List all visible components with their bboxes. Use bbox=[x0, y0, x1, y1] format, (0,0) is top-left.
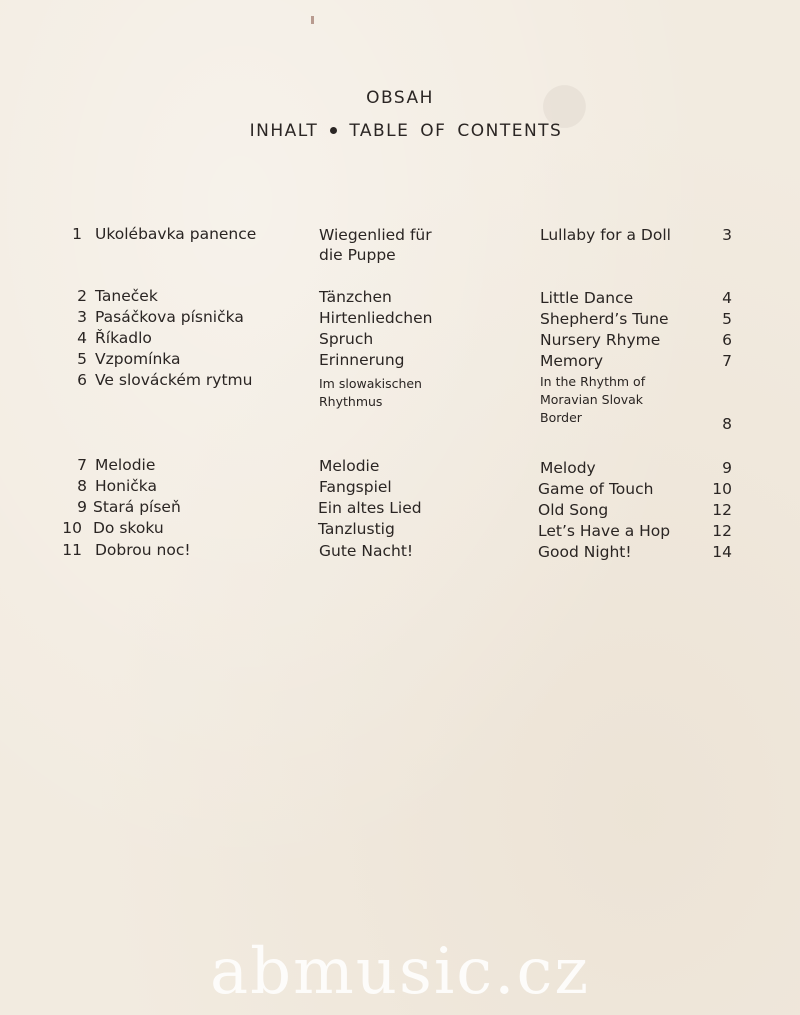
entry-title-german: Gute Nacht! bbox=[319, 542, 414, 560]
entry-number: 8 bbox=[77, 477, 87, 495]
bullet-icon bbox=[330, 127, 337, 134]
entry-title-czech: Stará píseň bbox=[93, 498, 181, 516]
entry-title-german: Melodie bbox=[319, 457, 380, 475]
subtitle-german: INHALT bbox=[249, 121, 319, 141]
ink-mark bbox=[311, 16, 314, 24]
entry-title-german: Tänzchen bbox=[319, 288, 392, 306]
entry-title-german-line2: Rhythmus bbox=[319, 394, 383, 409]
entry-title-czech: Pasáčkova písnička bbox=[95, 308, 244, 326]
entry-number: 7 bbox=[77, 456, 87, 474]
entry-number: 9 bbox=[77, 498, 87, 516]
entry-number: 11 bbox=[62, 541, 82, 559]
entry-page-number: 5 bbox=[722, 310, 732, 328]
entry-title-english: Nursery Rhyme bbox=[540, 331, 661, 349]
entry-title-czech: Dobrou noc! bbox=[95, 541, 191, 559]
entry-page-number: 7 bbox=[722, 352, 732, 370]
entry-title-german: Tanzlustig bbox=[318, 520, 395, 538]
entry-page-number: 8 bbox=[722, 415, 732, 433]
entry-number: 10 bbox=[62, 519, 82, 537]
entry-page-number: 3 bbox=[722, 226, 732, 244]
entry-title-czech: Melodie bbox=[95, 456, 156, 474]
entry-title-english: Shepherd’s Tune bbox=[540, 310, 669, 328]
entry-title-german: Im slowakischen bbox=[319, 376, 422, 391]
entry-title-english: Good Night! bbox=[538, 543, 632, 561]
entry-title-german: Fangspiel bbox=[319, 478, 392, 496]
entry-title-german: Hirtenliedchen bbox=[319, 309, 433, 327]
entry-title-czech: Ve slováckém rytmu bbox=[95, 371, 253, 389]
entry-title-german: Wiegenlied für bbox=[319, 226, 432, 244]
entry-number: 1 bbox=[72, 225, 82, 243]
entry-number: 2 bbox=[77, 287, 87, 305]
entry-page-number: 9 bbox=[722, 459, 732, 477]
entry-title-english-line2: Moravian Slovak bbox=[540, 392, 644, 407]
entry-title-german: Erinnerung bbox=[319, 351, 405, 369]
subtitle-english: TABLE OF CONTENTS bbox=[349, 121, 563, 141]
entry-title-czech: Říkadlo bbox=[95, 329, 152, 347]
entry-title-english: Little Dance bbox=[540, 289, 634, 307]
entry-title-german-line2: die Puppe bbox=[319, 246, 396, 264]
entry-title-english: Melody bbox=[540, 459, 596, 477]
entry-title-czech: Do skoku bbox=[93, 519, 164, 537]
entry-number: 4 bbox=[77, 329, 87, 347]
entry-title-english: Game of Touch bbox=[538, 480, 654, 498]
entry-page-number: 6 bbox=[722, 331, 732, 349]
entry-title-english: Lullaby for a Doll bbox=[540, 226, 671, 244]
watermark: abmusic.cz bbox=[209, 935, 591, 1009]
entry-title-english: In the Rhythm of bbox=[540, 374, 646, 389]
entry-page-number: 4 bbox=[722, 289, 732, 307]
entry-title-czech: Honička bbox=[95, 477, 157, 495]
entry-title-german: Spruch bbox=[319, 330, 374, 348]
entry-page-number: 12 bbox=[712, 501, 732, 519]
entry-title-german: Ein altes Lied bbox=[318, 499, 422, 517]
show-through-shape: ● bbox=[540, 70, 589, 135]
entry-title-czech: Taneček bbox=[95, 287, 158, 305]
entry-title-english: Let’s Have a Hop bbox=[538, 522, 671, 540]
entry-title-czech: Vzpomínka bbox=[95, 350, 181, 368]
entry-title-english-line3: Border bbox=[540, 410, 582, 425]
page-title-czech: OBSAH bbox=[366, 88, 434, 108]
entry-number: 6 bbox=[77, 371, 87, 389]
page-subtitle bbox=[6, 121, 800, 141]
entry-number: 3 bbox=[77, 308, 87, 326]
entry-number: 5 bbox=[77, 350, 87, 368]
entry-title-english: Memory bbox=[540, 352, 604, 370]
entry-title-czech: Ukolébavka panence bbox=[95, 225, 257, 243]
entry-page-number: 12 bbox=[712, 522, 732, 540]
entry-page-number: 14 bbox=[712, 543, 732, 561]
entry-page-number: 10 bbox=[712, 480, 732, 498]
entry-title-english: Old Song bbox=[538, 501, 609, 519]
